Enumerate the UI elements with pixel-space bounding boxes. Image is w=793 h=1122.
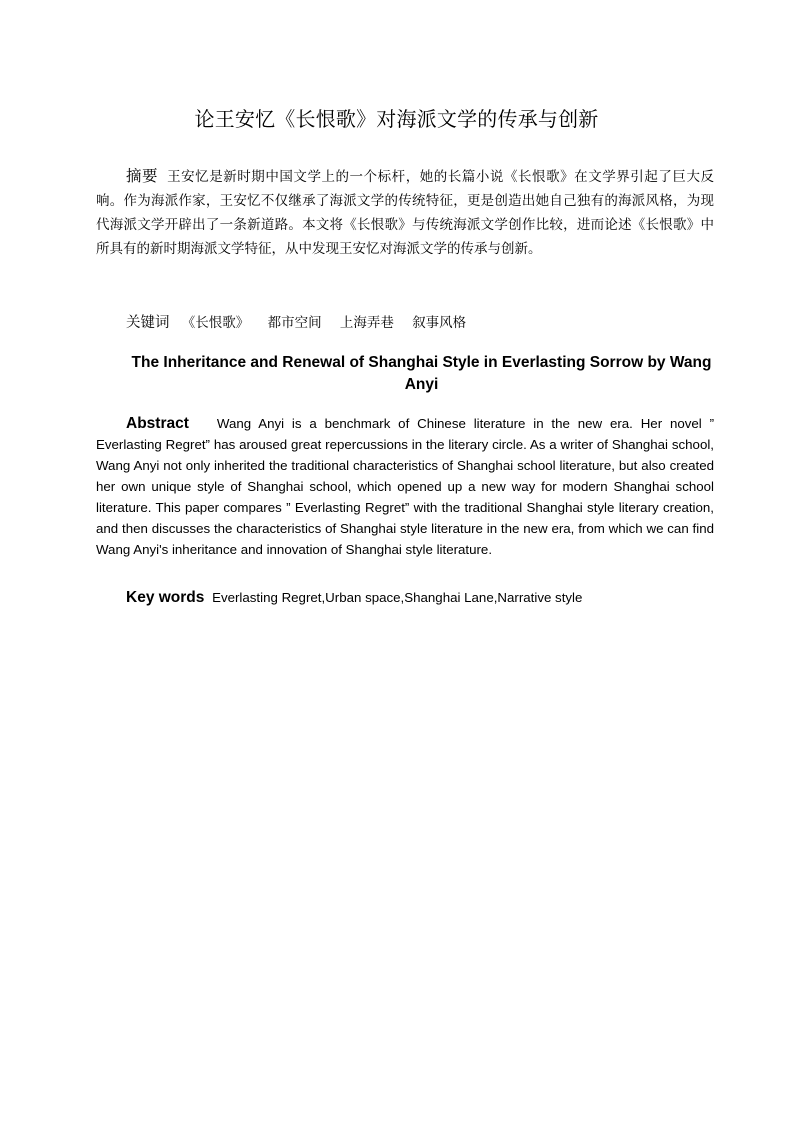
- chinese-abstract: [96, 164, 714, 261]
- chinese-abstract-label: 摘要: [126, 167, 159, 185]
- english-abstract-text: Wang Anyi is a benchmark of Chinese literature in the new era. Her novel ” Everlasting Regret” has aroused great repercussions in the literary circle. As a writer of Shanghai school, Wang Anyi not only inherited the traditional characteristics of Shanghai school literature, but also created her own unique style of Shanghai school, which opened up a new way for modern Shanghai school literature. This paper compares ” Everlasting Regret” with the traditional Shanghai style literary creation, and then discusses the characteristics of Shanghai style literature in the new era, from which we can find Wang Anyi's inheritance and innovation of Shanghai style literature.: [96, 416, 714, 557]
- chinese-keyword: 上海弄巷: [339, 315, 394, 331]
- english-keywords-label: Key words: [126, 589, 205, 606]
- chinese-keyword: 都市空间: [267, 315, 322, 331]
- english-keywords: [126, 586, 714, 610]
- english-abstract: [96, 413, 714, 560]
- chinese-title: 论王安忆《长恨歌》对海派文学的传承与创新: [194, 107, 599, 131]
- chinese-keywords: [126, 311, 714, 335]
- chinese-keyword: 叙事风格: [412, 315, 467, 331]
- chinese-keywords-label: 关键词: [126, 315, 170, 331]
- chinese-abstract-text: 王安忆是新时期中国文学上的一个标杆，她的长篇小说《长恨歌》在文学界引起了巨大反响。作为海派作家，王安忆不仅继承了海派文学的传统特征，更是创造出她自己独有的海派风格，为现代海派文学开辟出了一条新道路。本文将《长恨歌》与传统海派文学创作比较，进而论述《长恨歌》中所具有的新时期海派文学特征，从中发现王安忆对海派文学的传承与创新。: [96, 169, 714, 257]
- english-title: The Inheritance and Renewal of Shanghai Style in Everlasting Sorrow by Wang Anyi: [131, 354, 712, 393]
- chinese-keyword: 《长恨歌》: [181, 315, 250, 331]
- english-keywords-text: Everlasting Regret,Urban space,Shanghai Lane,Narrative style: [212, 590, 583, 605]
- english-abstract-label: Abstract: [126, 415, 189, 432]
